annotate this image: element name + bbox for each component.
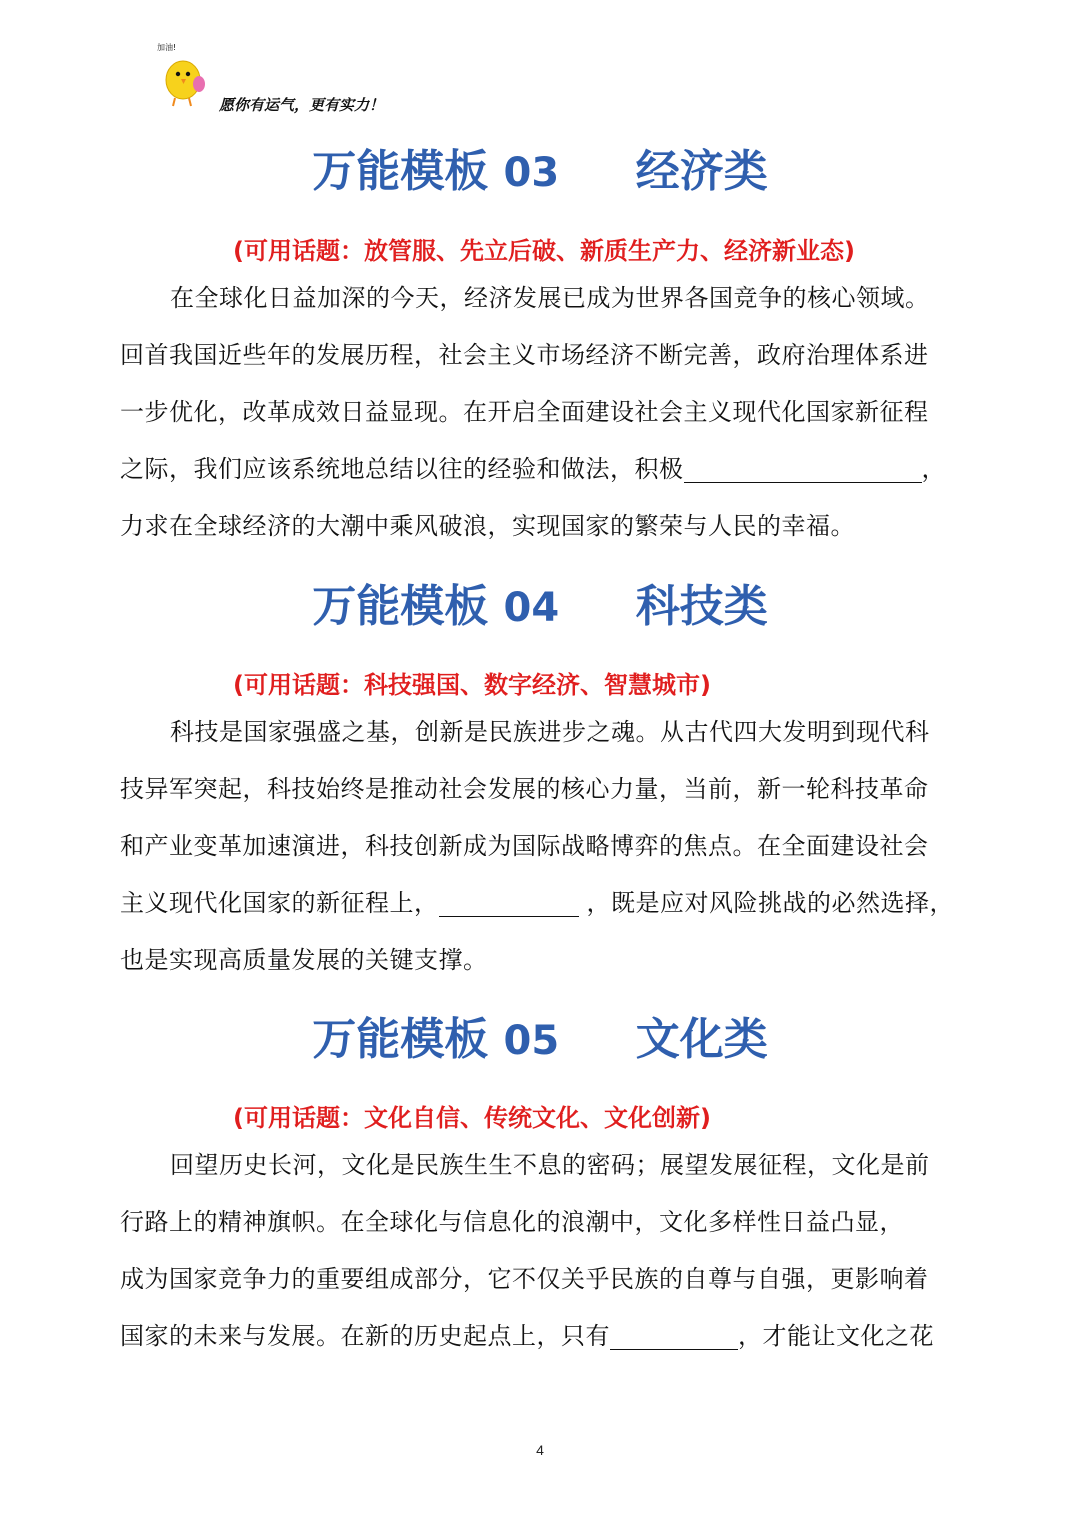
paragraph-line: 在全球化日益加深的今天，经济发展已成为世界各国竞争的核心领域。 [170,284,930,312]
page-header [155,40,455,120]
paragraph-line: 科技是国家强盛之基，创新是民族进步之魂。从古代四大发明到现代科 [170,718,930,746]
fill-in-blank[interactable] [439,888,579,917]
paragraph-line: 一步优化，改革成效日益显现。在开启全面建设社会主义现代化国家新征程 [120,398,929,426]
paragraph-line: 成为国家竞争力的重要组成部分，它不仅关乎民族的自尊与自强，更影响着 [120,1265,929,1293]
title-category: 科技类 [635,581,768,632]
fill-in-blank[interactable] [684,454,922,483]
title-category: 经济类 [635,146,768,197]
fill-in-blank[interactable] [610,1321,738,1350]
section-topics-05: (可用话题：文化自信、传统文化、文化创新) [233,1104,711,1132]
title-category: 文化类 [635,1014,768,1065]
title-prefix: 万能模板 [312,1014,489,1065]
title-prefix: 万能模板 [312,146,489,197]
section-title-04 [0,570,1080,634]
paragraph-line: 和产业变革加速演进，科技创新成为国际战略博弈的焦点。在全面建设社会 [120,832,929,860]
page-number: 4 [536,1442,544,1458]
section-title-05 [0,1003,1080,1067]
paragraph-line: 技异军突起，科技始终是推动社会发展的核心力量，当前，新一轮科技革命 [120,775,929,803]
paragraph-line: 回首我国近些年的发展历程，社会主义市场经济不断完善，政府治理体系进 [120,341,929,369]
section-title-03 [0,135,1080,199]
paragraph-line: 回望历史长河，文化是民族生生不息的密码；展望发展征程，文化是前 [170,1151,930,1179]
chick-mascot-icon [155,40,215,110]
paragraph-line: 力求在全球经济的大潮中乘风破浪，实现国家的繁荣与人民的幸福。 [120,512,855,540]
title-number: 03 [503,150,560,196]
paragraph-line: 国家的未来与发展。在新的历史起点上，只有 ，才能让文化之花 [120,1322,934,1350]
paragraph-line: 主义现代化国家的新征程上， ，既是应对风险挑战的必然选择， [120,889,954,917]
header-motto: 愿你有运气，更有实力！ [219,96,385,114]
title-number: 04 [503,585,560,631]
title-number: 05 [503,1018,560,1064]
paragraph-line: 之际，我们应该系统地总结以往的经验和做法，积极 ， [120,455,946,483]
section-topics-04: (可用话题：科技强国、数字经济、智慧城市) [233,671,711,699]
section-paragraph-03 [120,270,965,555]
section-paragraph-04 [120,704,965,989]
section-topics-03: (可用话题：放管服、先立后破、新质生产力、经济新业态) [233,237,855,265]
chick-badge-text: 加油! [157,43,177,52]
title-prefix: 万能模板 [312,581,489,632]
section-paragraph-05 [120,1137,965,1365]
paragraph-line: 也是实现高质量发展的关键支撑。 [120,946,488,974]
paragraph-line: 行路上的精神旗帜。在全球化与信息化的浪潮中，文化多样性日益凸显， [120,1208,904,1236]
